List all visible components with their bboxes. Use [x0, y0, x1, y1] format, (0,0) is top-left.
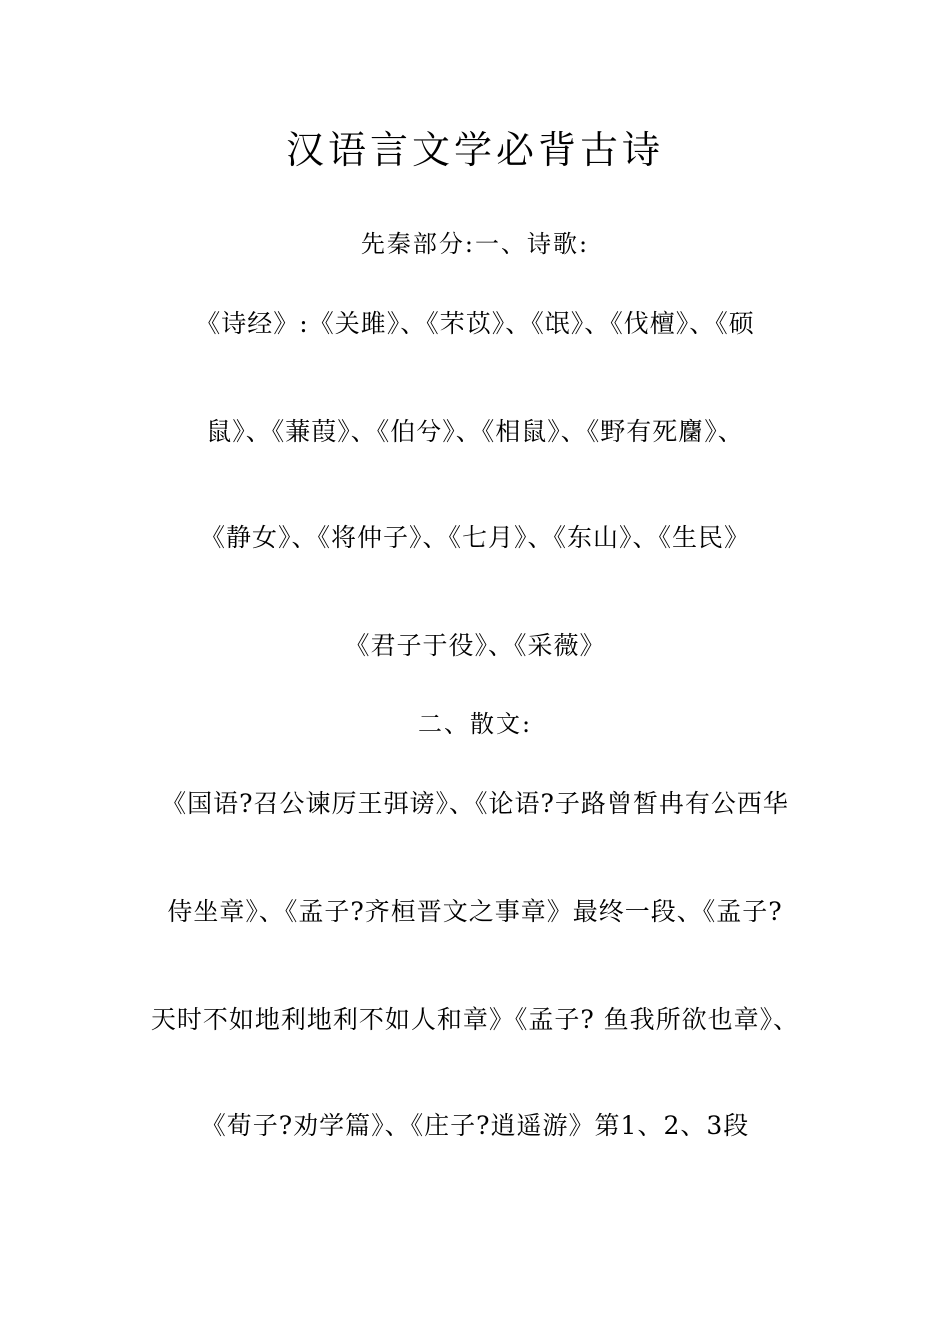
prose-line: 《荀子?劝学篇》、《庄子?逍遥游》第1、2、3段	[200, 1111, 750, 1140]
prose-line: 侍坐章》、《孟子?齐桓晋文之事章》最终一段、《孟子?	[167, 897, 783, 926]
poetry-line: 《静女》、《将仲子》、《七月》、《东山》、《生民》	[199, 523, 750, 552]
prose-line: 《国语?召公谏厉王弭谤》、《论语?子路曾皙冉有公西华	[161, 789, 789, 818]
prose-line: 天时不如地利地利不如人和章》《孟子? 鱼我所欲也章》、	[150, 1005, 800, 1034]
section-heading-prose: 二、散文:	[417, 710, 533, 738]
poetry-line: 《君子于役》、《采薇》	[344, 631, 606, 660]
section-heading-poetry: 先秦部分:一、诗歌:	[360, 230, 590, 258]
document-title: 汉语言文学必背古诗	[285, 128, 664, 172]
poetry-line: 《诗经》:《关雎》、《芣苡》、《氓》、《伐檀》、《硕	[195, 309, 755, 338]
poetry-line: 鼠》、《蒹葭》、《伯兮》、《相鼠》、《野有死麕》、	[206, 417, 744, 446]
